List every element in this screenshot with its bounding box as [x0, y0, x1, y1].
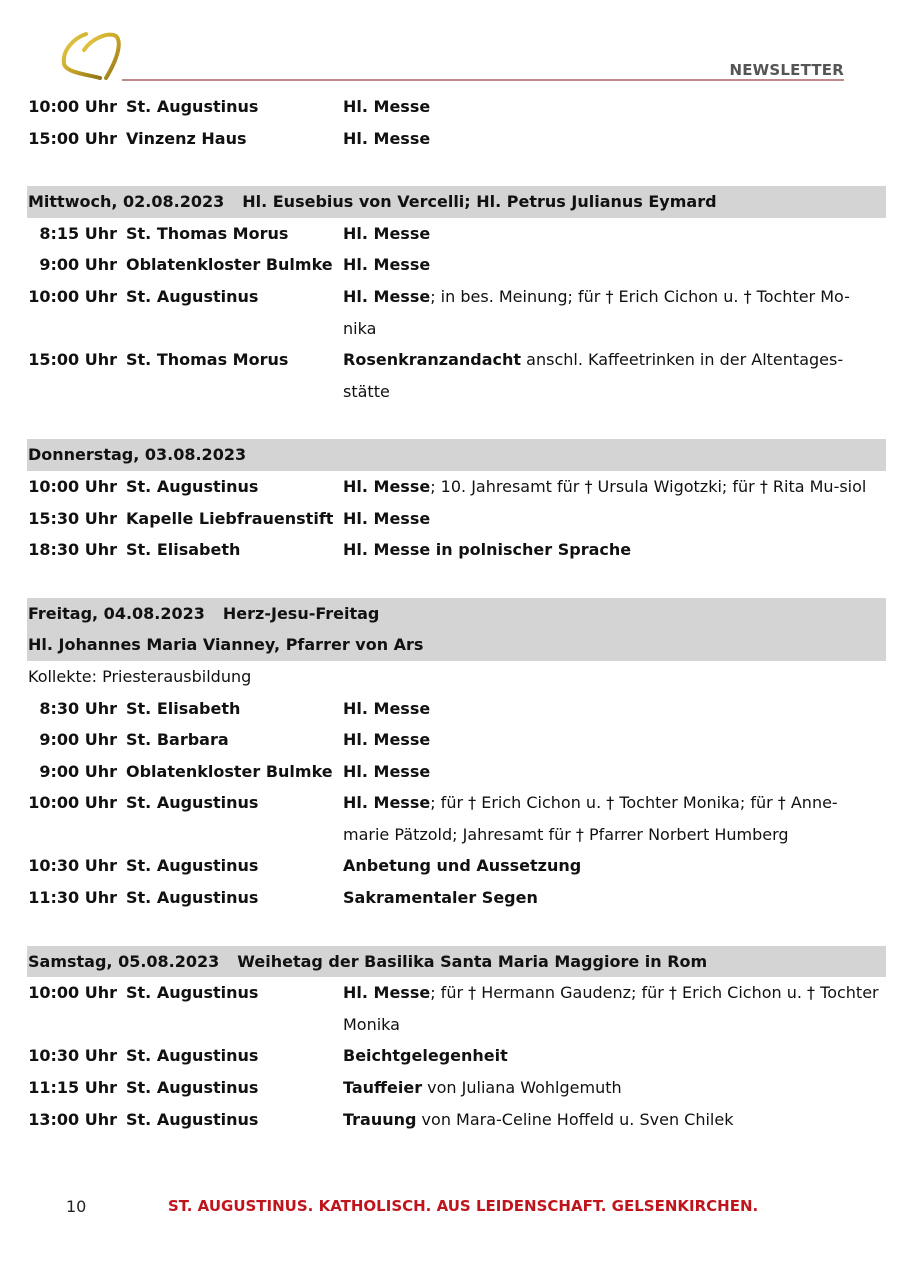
event-time: 9:00 Uhr — [39, 730, 117, 750]
event-title: Hl. Messe — [343, 286, 431, 306]
day-header — [27, 186, 886, 218]
schedule-row — [27, 534, 886, 566]
event-description — [343, 91, 886, 123]
event-description — [343, 218, 886, 250]
event-location: St. Augustinus — [126, 476, 259, 496]
schedule-row — [27, 1040, 886, 1072]
event-description — [343, 534, 886, 566]
event-title: Beichtgelegenheit — [343, 1046, 508, 1066]
day-feast: Herz-Jesu-Freitag — [222, 603, 380, 623]
event-location: Kapelle Liebfrauenstift — [126, 508, 334, 528]
event-description — [343, 281, 886, 344]
day-header — [27, 946, 886, 978]
day-feast: Weihetag der Basilika Santa Maria Maggiore in Rom — [237, 951, 708, 971]
event-title: Hl. Messe — [343, 793, 431, 813]
schedule-row — [27, 123, 886, 155]
day-date: Donnerstag, 03.08.2023 — [28, 445, 247, 465]
event-location: St. Augustinus — [126, 1046, 259, 1066]
event-description — [343, 882, 886, 914]
event-time: 9:00 Uhr — [39, 255, 117, 275]
day-feast: Hl. Eusebius von Vercelli; Hl. Petrus Julianus Eymard — [242, 192, 717, 212]
event-location: St. Augustinus — [126, 97, 259, 116]
schedule-row — [27, 693, 886, 725]
event-location: St. Thomas Morus — [126, 223, 289, 243]
event-title: Hl. Messe — [343, 508, 431, 528]
event-location: St. Augustinus — [126, 286, 259, 306]
event-description — [343, 249, 886, 281]
newsletter-label: NEWSLETTER — [729, 61, 844, 79]
event-description — [343, 503, 886, 535]
event-title: Hl. Messe in polnischer Sprache — [343, 540, 632, 560]
event-location: St. Augustinus — [126, 856, 259, 876]
event-time: 10:00 Uhr — [28, 793, 117, 813]
event-details: ; für † Hermann Gaudenz; für † Erich Cichon u. † Tochter Monika — [343, 983, 879, 1034]
event-time: 10:30 Uhr — [28, 1046, 117, 1066]
event-time: 8:30 Uhr — [39, 698, 117, 718]
event-time: 10:00 Uhr — [28, 476, 117, 496]
event-time: 8:15 Uhr — [39, 223, 117, 243]
event-location: St. Augustinus — [126, 793, 259, 813]
event-title: Hl. Messe — [343, 476, 431, 496]
event-time: 11:15 Uhr — [28, 1078, 117, 1098]
event-title: Trauung — [343, 1109, 417, 1129]
event-location: St. Thomas Morus — [126, 350, 289, 370]
event-time: 10:00 Uhr — [28, 983, 117, 1003]
days-list — [27, 154, 886, 1135]
header-rule — [122, 79, 844, 81]
day-header-line — [28, 186, 886, 218]
event-title: Hl. Messe — [343, 698, 431, 718]
event-location: St. Augustinus — [126, 1109, 259, 1129]
day-header — [27, 439, 886, 471]
day-header-line — [28, 946, 886, 978]
event-time: 18:30 Uhr — [28, 540, 117, 560]
schedule-row — [27, 471, 886, 503]
schedule — [27, 91, 886, 1135]
event-description — [343, 1040, 886, 1072]
event-description — [343, 471, 886, 503]
event-title: Anbetung und Aussetzung — [343, 856, 582, 876]
event-title: Hl. Messe — [343, 255, 431, 275]
event-time: 10:30 Uhr — [28, 856, 117, 876]
event-title: Rosenkranzandacht — [343, 350, 522, 370]
event-title: Hl. Messe — [343, 223, 431, 243]
event-description — [343, 787, 886, 850]
event-location: Oblatenkloster Bulmke — [126, 761, 333, 781]
event-location: St. Elisabeth — [126, 698, 241, 718]
event-details: von Mara-Celine Hoffeld u. Sven Chilek — [416, 1109, 734, 1129]
event-description — [343, 344, 886, 407]
schedule-row — [27, 1104, 886, 1136]
event-title: Tauffeier — [343, 1078, 423, 1098]
day-header — [27, 598, 886, 661]
event-location: St. Augustinus — [126, 888, 259, 908]
day-header-line — [28, 439, 886, 471]
day-header-line — [28, 598, 886, 630]
gold-heart-icon — [56, 28, 126, 82]
schedule-row — [27, 977, 886, 1040]
event-time: 15:30 Uhr — [28, 508, 117, 528]
event-title: Hl. Messe — [343, 983, 431, 1003]
event-location: Oblatenkloster Bulmke — [126, 255, 333, 275]
schedule-row — [27, 218, 886, 250]
event-location: St. Augustinus — [126, 1078, 259, 1098]
event-details: von Juliana Wohlgemuth — [422, 1078, 622, 1098]
event-time: 10:00 Uhr — [28, 286, 117, 306]
event-description — [343, 1104, 886, 1136]
schedule-row — [27, 756, 886, 788]
schedule-row — [27, 882, 886, 914]
schedule-row — [27, 249, 886, 281]
schedule-row — [27, 724, 886, 756]
event-description — [343, 850, 886, 882]
spacer — [27, 566, 886, 598]
page-number: 10 — [66, 1197, 87, 1216]
event-details: ; 10. Jahresamt für † Ursula Wigotzki; für † Rita Mu-siol — [430, 476, 867, 496]
event-location: St. Barbara — [126, 730, 229, 750]
day-date: Mittwoch, 02.08.2023 — [28, 192, 225, 212]
event-time: 13:00 Uhr — [28, 1109, 117, 1129]
event-time: 15:00 Uhr — [28, 128, 117, 148]
spacer — [27, 914, 886, 946]
day-date: Freitag, 04.08.2023 — [28, 603, 205, 623]
schedule-row — [27, 1072, 886, 1104]
event-description — [343, 724, 886, 756]
event-location: St. Augustinus — [126, 983, 259, 1003]
schedule-row — [27, 503, 886, 535]
event-title: Sakramentaler Segen — [343, 888, 538, 908]
collection-note: Kollekte: Priesterausbildung — [28, 666, 252, 686]
event-details: ; für † Erich Cichon u. † Tochter Monika; für † Anne-marie Pätzold; Jahresamt für † Pfarrer Norbert Humberg — [343, 793, 838, 844]
event-description — [343, 977, 886, 1040]
event-description — [343, 693, 886, 725]
event-title: Hl. Messe — [343, 97, 431, 116]
event-location: Vinzenz Haus — [126, 128, 247, 148]
footer-motto: ST. AUGUSTINUS. KATHOLISCH. AUS LEIDENSCHAFT. GELSENKIRCHEN. — [168, 1197, 759, 1215]
event-location: St. Elisabeth — [126, 540, 241, 560]
event-title: Hl. Messe — [343, 128, 431, 148]
schedule-row — [27, 787, 886, 850]
schedule-row — [27, 850, 886, 882]
schedule-row — [27, 344, 886, 407]
schedule-row — [27, 281, 886, 344]
event-time: 9:00 Uhr — [39, 761, 117, 781]
event-description — [343, 123, 886, 155]
event-time: 10:00 Uhr — [28, 97, 117, 116]
event-details: ; in bes. Meinung; für † Erich Cichon u. † Tochter Mo-nika — [343, 286, 850, 338]
event-title: Hl. Messe — [343, 730, 431, 750]
spacer — [27, 154, 886, 186]
event-description — [343, 756, 886, 788]
event-time: 15:00 Uhr — [28, 350, 117, 370]
day-feast-line2: Hl. Johannes Maria Vianney, Pfarrer von Ars — [28, 635, 424, 655]
event-time: 11:30 Uhr — [28, 888, 117, 908]
event-description — [343, 1072, 886, 1104]
day-date: Samstag, 05.08.2023 — [28, 951, 220, 971]
event-title: Hl. Messe — [343, 761, 431, 781]
event-details: anschl. Kaffeetrinken in der Altentages-stätte — [343, 350, 844, 401]
carryover-rows — [27, 91, 886, 154]
schedule-row — [27, 91, 886, 123]
spacer — [27, 407, 886, 439]
